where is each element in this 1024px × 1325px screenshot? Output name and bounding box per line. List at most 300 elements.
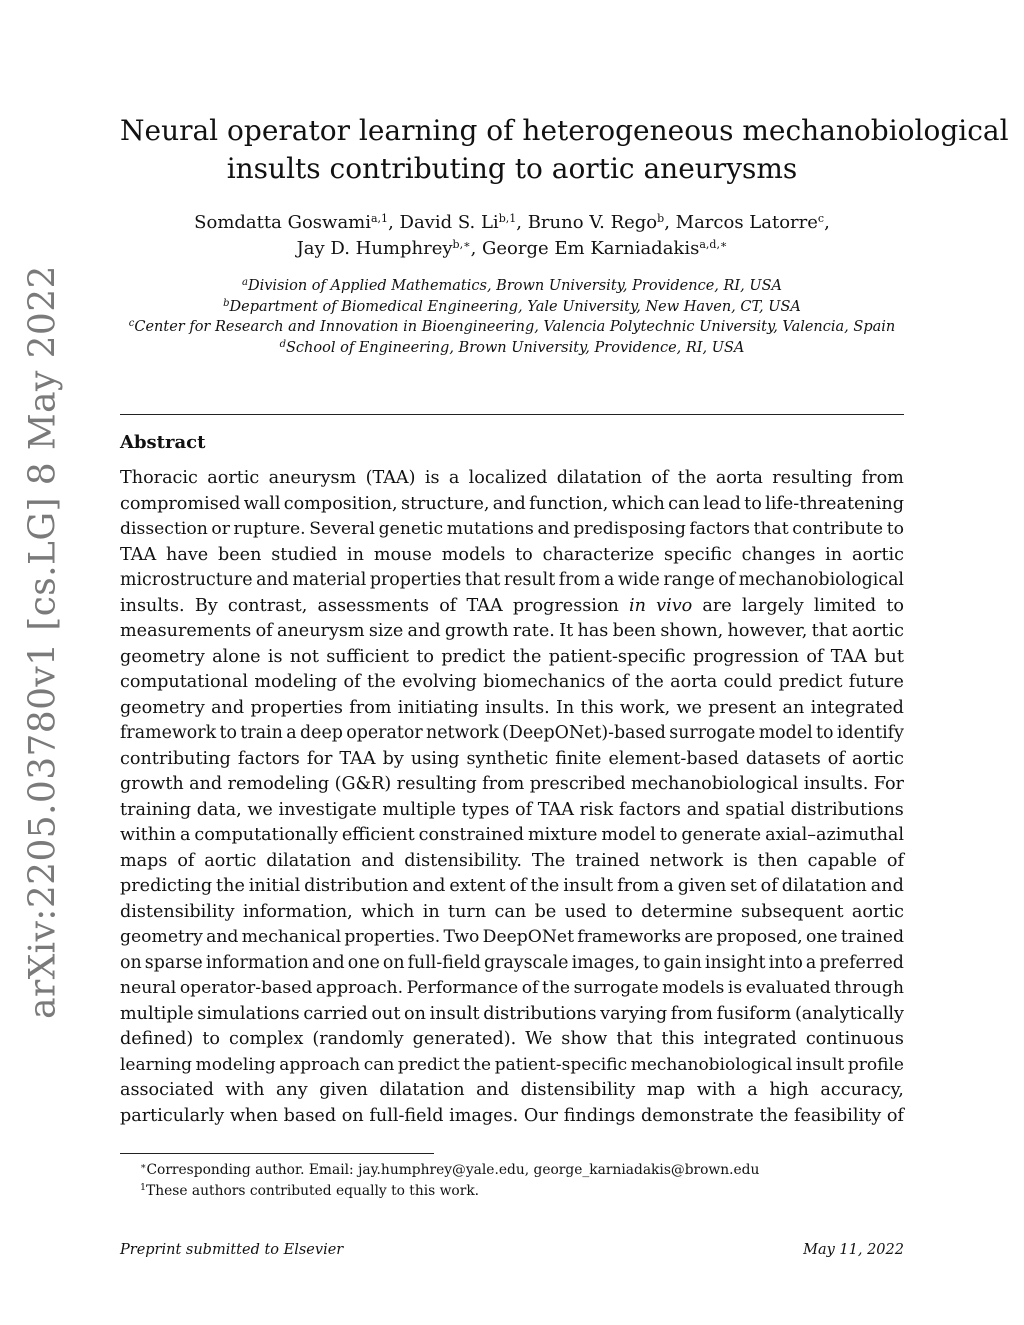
abstract-word: but [874,646,904,667]
abstract-word: result [503,570,556,590]
abstract-word: can [363,1054,395,1075]
abstract-word: a [179,825,191,845]
abstract-word: to [202,1029,220,1049]
abstract-line [120,798,904,824]
abstract-word: map [646,1080,686,1100]
abstract-line [120,645,904,671]
abstract-word: mechanobiological [738,570,904,590]
abstract-word: of [827,748,845,769]
abstract-word: studied [271,544,338,565]
abstract-word: one [347,952,380,973]
abstract-word: and [492,493,526,514]
abstract-word: of [255,621,273,641]
affiliation-text: Center for Research and Innovation in Bioengineering, Valencia Polytechnic University, Valencia, Spain [134,319,896,335]
abstract-word: dilatation [266,850,352,871]
abstract-word: (G&R) [334,774,392,794]
abstract-word: this [661,1029,695,1049]
abstract-word: aortic [204,850,257,871]
abstract-word: future [848,672,904,692]
abstract-word: of [806,646,824,667]
abstract-word: range [663,570,715,590]
abstract-word: a [448,468,460,488]
abstract-line [120,900,904,926]
abstract-word: model [758,723,813,743]
abstract-word: factors [618,799,681,820]
abstract-word: a [604,570,615,590]
abstract-word: properties [369,570,462,590]
abstract-word: full-field [407,952,481,973]
abstract-word: changes [741,544,816,565]
abstract-word: rupture. [233,519,306,539]
affiliation-item [110,297,914,318]
abstract-word: finite [555,748,602,769]
author-name: Bruno V. Rego [527,212,658,233]
abstract-word: contribute [792,519,884,539]
abstract-word: in [422,901,440,922]
affiliation-item [110,317,914,338]
abstract-italic-word: in [628,595,646,616]
abstract-line [120,951,904,977]
abstract-word: generate [681,825,762,845]
abstract-line [120,721,904,747]
abstract-word: geometry [120,927,203,947]
preprint-note: Preprint submitted to Elsevier [120,1242,344,1258]
abstract-word: the [366,672,396,692]
abstract-word: insult [429,1003,480,1024]
affiliation-sup: d [279,338,286,350]
abstract-word: composition, [283,493,398,514]
abstract-word: has [577,621,609,641]
abstract-word: is [727,978,743,998]
abstract-word: a [663,876,674,896]
abstract-word: for [306,748,333,769]
abstract-word: multiple [120,1003,194,1024]
abstract-word: learning [120,1054,192,1075]
abstract-word: and [476,1080,510,1100]
abstract-word: then [757,850,798,871]
abstract-word: using [410,748,460,769]
abstract-word: and [361,850,395,871]
abstract-word: (randomly [312,1029,404,1049]
abstract-word: show [561,1029,608,1049]
footnote-equal-contribution [120,1181,904,1202]
abstract-word: the [216,876,245,896]
abstract-word: aorta [715,468,763,488]
abstract-word: progression [512,595,619,616]
abstract-word: that [811,621,848,641]
affiliation-item [110,276,914,297]
abstract-word: information, [242,901,353,922]
abstract-word: axial–azimuthal [765,825,904,845]
abstract-word: approach. [315,978,404,998]
abstract-word: dilatation [556,468,642,488]
abstract-word: distensibility. [404,850,522,871]
abstract-word: to [642,952,661,973]
abstract-word: set [730,876,757,896]
abstract-word: predict [778,672,843,692]
author-affil-sup: a,1 [371,212,389,225]
abstract-word: are [702,595,732,616]
affiliation-sup: b [223,297,230,309]
abstract-word: contributing [120,748,231,769]
abstract-word: of [886,1105,904,1126]
abstract-word: distributions [483,1003,597,1024]
title-line-1: Neural operator learning of heterogeneous mechanobiological [120,114,1009,147]
abstract-line [120,1104,904,1130]
abstract-word: dilatation [379,1080,465,1100]
abstract-line [120,670,904,696]
abstract-line [120,874,904,900]
paper-title [120,112,1009,188]
abstract-word: mechanobiological [630,1054,793,1075]
abstract-word: accuracy, [820,1080,904,1100]
abstract-word: to [744,493,762,514]
abstract-word: TAA [339,748,376,769]
author-affil-sup: b,1 [498,212,517,225]
footnote-mark: 1 [140,1182,147,1193]
footer-date: May 11, 2022 [803,1242,904,1258]
abstract-word: a [286,723,297,743]
abstract-word: identify [836,723,904,743]
abstract-word: computational [120,672,249,692]
abstract-word: trained [575,850,640,871]
abstract-word: be [534,901,557,922]
abstract-word: turn [448,901,487,922]
affiliation-item [110,338,914,359]
abstract-word: to [659,825,678,845]
abstract-word: insults. [485,697,550,718]
abstract-word: neural [120,978,177,998]
abstract-word: based [283,1105,337,1126]
abstract-word: however, [727,621,808,641]
abstract-word: wall [243,493,281,514]
abstract-line [120,543,904,569]
abstract-word: function, [529,493,609,514]
abstract-word: growth [120,774,184,794]
abstract-line [120,466,904,492]
abstract-word: by [382,748,404,769]
abstract-word: aortic [851,544,904,565]
author-name: David S. Li [399,212,499,233]
abstract-word: (analytically [794,1003,904,1024]
abstract-word: of [760,876,778,896]
abstract-body [120,466,904,1129]
abstract-word: computationally [194,825,338,845]
abstract-word: mechanobiological [631,774,799,794]
abstract-word: findings [563,1105,636,1126]
abstract-word: from [861,468,904,488]
abstract-word: insults. [120,595,185,616]
footnote-text: These authors contributed equally to this work. [146,1183,480,1199]
affiliation-text: Division of Applied Mathematics, Brown University, Providence, RI, USA [247,278,782,294]
abstract-word: and [206,927,239,947]
affiliation-sup: c [128,318,135,329]
abstract-word: from [617,876,660,896]
abstract-word: one [805,927,838,947]
abstract-word: network [649,850,724,871]
abstract-word: the [541,978,571,998]
abstract-word: is [267,646,283,667]
abstract-word: generated). [412,1029,517,1049]
abstract-word: deep [300,723,343,743]
abstract-word: of [515,799,533,820]
abstract-word: (TAA) [365,468,416,488]
abstract-word: mouse [373,544,432,565]
abstract-line [120,1053,904,1079]
abstract-word: of [611,672,629,692]
author-list [120,210,904,262]
footnote-mark: ∗ [140,1161,147,1172]
abstract-line [120,619,904,645]
abstract-word: shown, [660,621,724,641]
abstract-word: structure, [400,493,490,514]
abstract-word: element-based [608,748,739,769]
abstract-word: distributions [790,799,904,820]
abstract-word: predict [441,646,506,667]
abstract-word: dissection [120,519,208,539]
abstract-word: frameworks [577,927,682,947]
abstract-word: and [686,799,720,820]
abstract-word: It [559,621,574,641]
abstract-word: with [225,1080,265,1100]
abstract-word: insults. [803,774,869,794]
abstract-word: of [718,570,736,590]
abstract-word: model [601,825,656,845]
abstract-word: of [177,850,195,871]
affiliation-sup: a [241,277,248,288]
abstract-word: trained [840,927,904,947]
abstract-word: aortic [851,621,904,641]
abstract-word: we [676,697,702,718]
abstract-line [120,1078,904,1104]
abstract-word: surrogate [573,978,659,998]
abstract-word: on [404,1003,426,1024]
abstract-word: to [886,519,904,539]
abstract-word: patient-specific [494,1054,628,1075]
abstract-word: a [805,952,817,973]
abstract-word: have [166,544,209,565]
abstract-word: operator-based [179,978,313,998]
author-name: Jay D. Humphrey [296,238,453,259]
abstract-word: genetic [378,519,444,539]
abstract-word: Two [443,927,480,947]
abstract-word: datasets [745,748,821,769]
abstract-word: that [753,519,789,539]
abstract-word: are [684,927,714,947]
footnote-corresponding [120,1160,904,1181]
abstract-word: For [873,774,904,794]
abstract-word: We [525,1029,553,1049]
abstract-word: preferred [819,952,904,973]
abstract-word: measurements [120,621,252,641]
abstract-word: Our [523,1105,559,1126]
abstract-word: mutations [446,519,534,539]
abstract-word: any [275,1080,308,1100]
abstract-word: initial [248,876,301,896]
abstract-word: the [512,646,542,667]
title-line-2: insults contributing to aortic aneurysms [226,152,798,185]
abstract-word: modeling [195,1054,276,1075]
affiliation-list [110,276,914,358]
abstract-word: predict [397,1054,460,1075]
abstract-word: operator [346,723,423,743]
abstract-line [120,1002,904,1028]
abstract-word: models [662,978,725,998]
abstract-line [120,747,904,773]
abstract-word: images. [449,1105,519,1126]
abstract-word: integrated [703,1029,797,1049]
abstract-word: insult [563,876,614,896]
abstract-word: the [463,1054,492,1075]
abstract-word: investigate [278,799,377,820]
abstract-word: on [341,1105,364,1126]
abstract-word: carried [303,1003,368,1024]
abstract-word: microstructure [120,570,253,590]
abstract-word: can [668,493,700,514]
abstract-line [120,823,904,849]
abstract-word: the [759,1105,789,1126]
abstract-word: from [349,697,392,718]
footnote-text: Corresponding author. Email: jay.humphrey@yale.edu, george_karniadakis@brown.edu [146,1162,760,1178]
abstract-word: and [211,697,245,718]
abstract-word: evaluated [745,978,831,998]
abstract-word: data, [196,799,242,820]
abstract-word: properties. [344,927,441,947]
abstract-word: that [464,570,501,590]
abstract-word: been [217,544,262,565]
abstract-line [120,492,904,518]
abstract-word: TAA [537,799,574,820]
abstract-word: train [240,723,283,743]
footnote-rule [120,1153,434,1154]
abstract-word: gain [663,952,702,973]
abstract-word: of [521,978,539,998]
abstract-word: Performance [406,978,519,998]
abstract-word: subsequent [741,901,844,922]
abstract-word: compromised [120,493,241,514]
abstract-word: types [461,799,510,820]
abstract-word: from [482,774,525,794]
abstract-word: aneurysm [276,621,365,641]
abstract-word: proposed, [716,927,803,947]
abstract-word: been [612,621,657,641]
abstract-word: models [441,544,506,565]
abstract-word: insight [704,952,766,973]
abstract-word: mixture [527,825,598,845]
arxiv-identifier-stamp [13,265,73,1019]
abstract-word: evolving [402,672,477,692]
abstract-word: to [515,544,533,565]
abstract-word: properties [250,697,343,718]
abstract-word: factors [237,748,300,769]
abstract-word: dilatation [781,876,867,896]
abstract-word: sparse [144,952,203,973]
abstract-word: network [426,723,499,743]
arxiv-id: arXiv:2205.03780v1 [cs.LG] 8 May 2022 [22,265,64,1019]
abstract-word: with [696,1080,736,1100]
abstract-word: an [782,697,805,718]
author-affil-sup: a,d,∗ [699,238,728,251]
abstract-word: distensibility [120,901,235,922]
abstract-word: contrast, [227,595,308,616]
abstract-word: on [382,952,405,973]
abstract-word: modeling [254,672,338,692]
abstract-line [120,976,904,1002]
abstract-word: in [825,544,843,565]
abstract-word: and [189,774,223,794]
abstract-line [120,772,904,798]
abstract-word: varying [600,1003,668,1024]
abstract-word: lead [703,493,741,514]
abstract-word: images, [571,952,640,973]
author-line-1: Somdatta Goswami$^{a,1}$, David S. Li$^{b,1}$, Bruno V. Rego$^b$, Marcos Latorre$^c$, [194,212,830,233]
abstract-word: aneurysm [268,468,357,488]
abstract-word: feasibility [793,1105,882,1126]
abstract-word: sufficient [326,646,409,667]
abstract-line [120,517,904,543]
abstract-word: constrained [418,825,525,845]
author-name: Marcos Latorre [675,212,818,233]
abstract-word: initiating [397,697,479,718]
author-affil-sup: c [817,212,825,225]
abstract-word: efficient [341,825,415,845]
abstract-word: work, [619,697,671,718]
abstract-line [120,568,904,594]
abstract-word: and [870,876,904,896]
abstract-line [120,849,904,875]
abstract-word: and [537,519,570,539]
abstract-word: that [616,1029,653,1049]
abstract-word: aortic [851,748,904,769]
author-line-2: Jay D. Humphrey$^{b,∗}$, George Em Karniadakis$^{a,d,∗}$ [296,238,728,259]
abstract-word: limited [813,595,877,616]
abstract-word: TAA [466,595,503,616]
abstract-word: aortic [207,468,260,488]
abstract-word: mechanical [241,927,342,947]
abstract-word: grayscale [483,952,569,973]
abstract-word: approach [279,1054,361,1075]
abstract-word: through [834,978,904,998]
abstract-word: progression [693,646,799,667]
abstract-word: spatial [725,799,785,820]
abstract-heading: Abstract [120,432,206,453]
abstract-word: the [635,672,664,692]
abstract-word: largely [741,595,804,616]
abstract-word: extent [449,876,506,896]
abstract-word: used [564,901,607,922]
abstract-word: geometry [120,646,205,667]
abstract-word: maps [120,850,168,871]
author-name: George Em Karniadakis [482,238,700,259]
abstract-word: Thoracic [120,468,198,488]
abstract-word: defined) [120,1029,194,1049]
abstract-word: within [120,825,177,845]
abstract-word: life-threatening [765,493,904,514]
abstract-word: TAA [120,544,157,565]
abstract-word: characterize [542,544,655,565]
abstract-word: is [733,850,748,871]
abstract-word: or [211,519,230,539]
abstract-word: The [531,850,566,871]
abstract-word: distribution [304,876,409,896]
abstract-word: is [424,468,440,488]
abstract-word: of [509,876,527,896]
abstract-word: associated [120,1080,214,1100]
abstract-word: full-field [369,1105,444,1126]
abstract-word: specific [664,544,732,565]
abstract-word: integrated [810,697,904,718]
abstract-word: particularly [120,1105,225,1126]
